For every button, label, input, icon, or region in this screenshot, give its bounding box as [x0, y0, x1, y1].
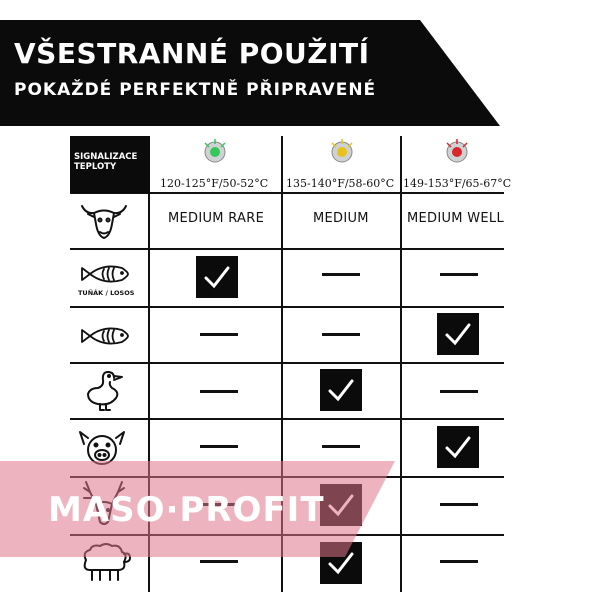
dash-mark: [322, 273, 360, 276]
yellow-light-icon: [329, 138, 355, 164]
page-subtitle: POKAŽDÉ PERFEKTNĚ PŘIPRAVENÉ: [14, 80, 377, 100]
level-medium: MEDIUM: [313, 211, 369, 226]
check-icon: [320, 369, 362, 411]
grid-line: [70, 362, 504, 364]
temp-medium-well: 149-153°F/65-67°C: [403, 177, 512, 190]
dash-mark: [322, 333, 360, 336]
fish-icon: [80, 262, 130, 286]
check-icon: [196, 256, 238, 298]
dash-mark: [200, 560, 238, 563]
check-mark: [437, 426, 479, 468]
page-title: VŠESTRANNÉ POUŽITÍ: [14, 37, 370, 70]
dash-mark: [440, 273, 478, 276]
check-icon: [437, 313, 479, 355]
dash-mark: [440, 390, 478, 393]
light-lamp: [210, 147, 220, 157]
temp-medium: 135-140°F/58-60°C: [286, 177, 395, 190]
watermark-text: MASO·PROFIT: [48, 490, 325, 530]
fish-icon: [80, 324, 130, 348]
level-medium-rare: MEDIUM RARE: [168, 211, 265, 226]
duck-icon: [84, 368, 126, 412]
temp-medium-rare: 120-125°F/50-52°C: [160, 177, 269, 190]
check-mark: [437, 313, 479, 355]
dash-mark: [440, 560, 478, 563]
dash-mark: [200, 390, 238, 393]
grid-line: [400, 136, 402, 592]
grid-line: [70, 418, 504, 420]
check-icon: [437, 426, 479, 468]
dash-mark: [200, 333, 238, 336]
light-lamp: [337, 147, 347, 157]
grid-line: [70, 306, 504, 308]
check-mark: [320, 369, 362, 411]
light-lamp: [452, 147, 462, 157]
temperature-signal-label-line2: TEPLOTY: [74, 162, 117, 172]
check-mark: [196, 256, 238, 298]
tuna-salmon-caption: TUŇÁK / LOSOS: [78, 289, 135, 297]
dash-mark: [322, 445, 360, 448]
temperature-signal-label-line1: SIGNALIZACE: [74, 152, 138, 162]
temperature-signal-label: [74, 152, 137, 172]
bull-icon: [78, 200, 130, 242]
header-banner: [0, 20, 500, 126]
dash-mark: [440, 503, 478, 506]
green-light-icon: [202, 138, 228, 164]
level-medium-well: MEDIUM WELL: [407, 211, 504, 226]
red-light-icon: [444, 138, 470, 164]
grid-line: [70, 248, 504, 250]
dash-mark: [200, 445, 238, 448]
